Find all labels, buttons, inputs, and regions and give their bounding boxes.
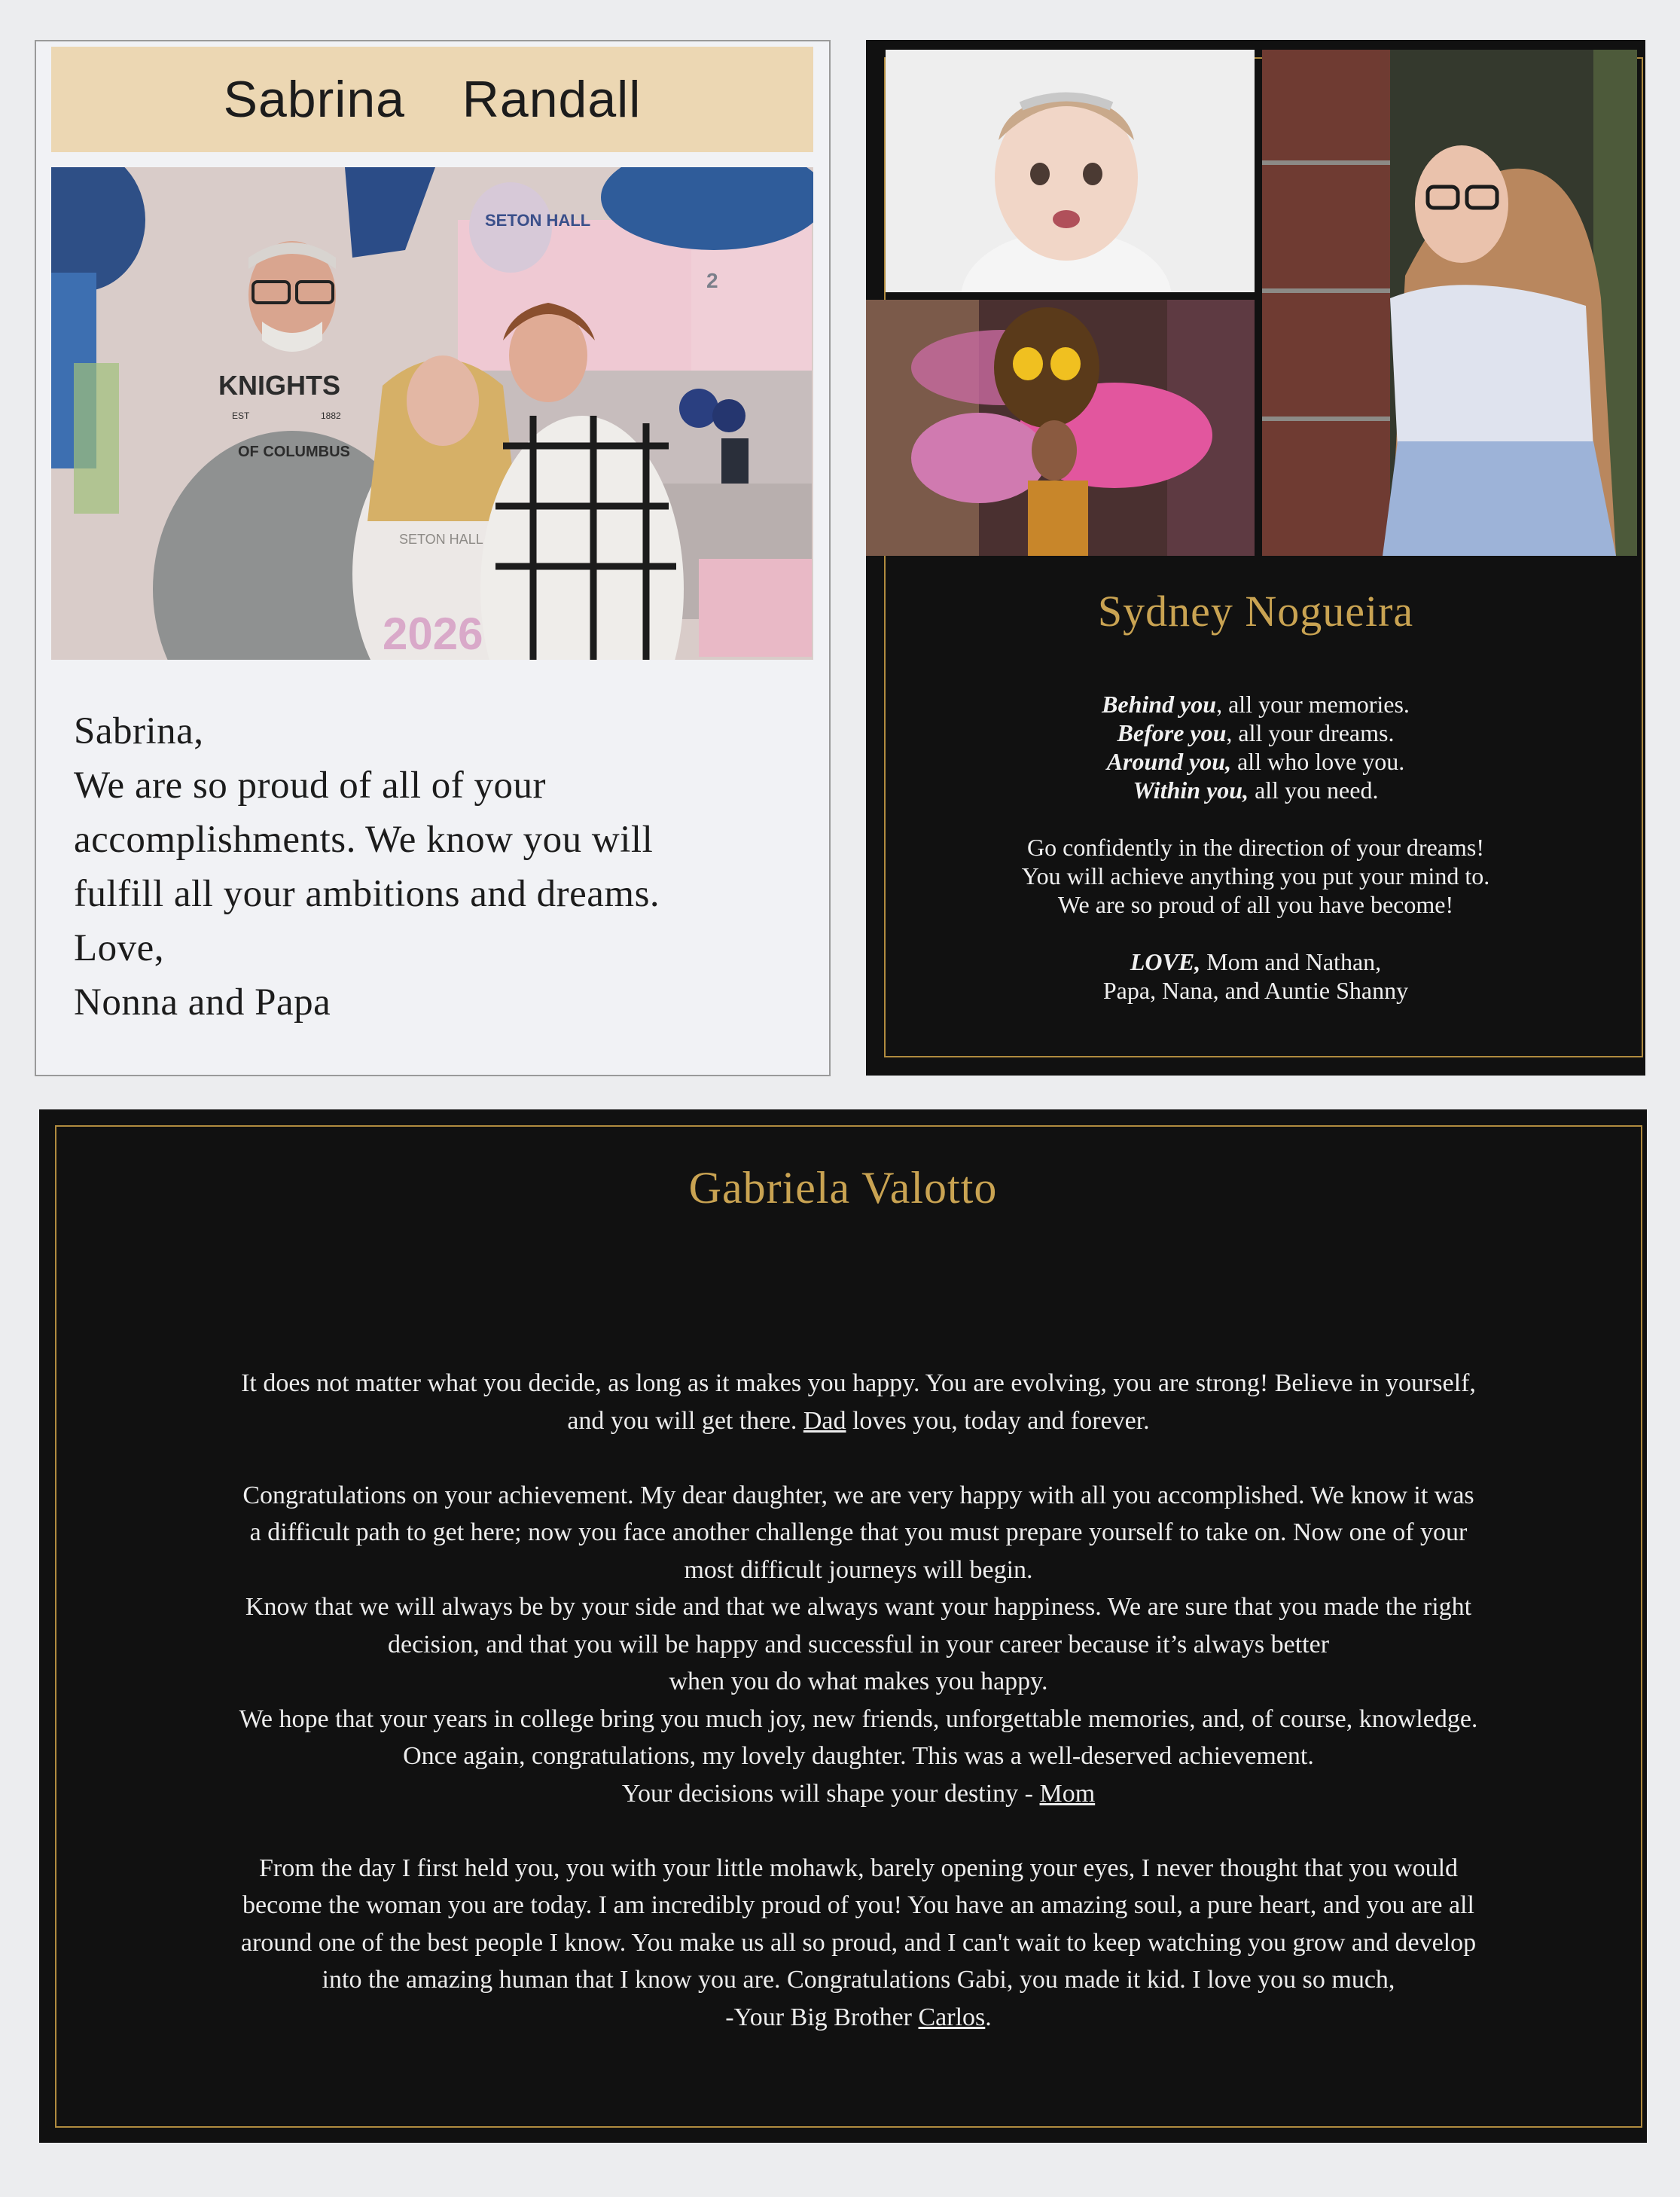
sabrina-message [74,704,819,1030]
sabrina-message-line: We are so proud of all of your [74,764,546,807]
gabriela-brother-line: into the amazing human that I know you are. Congratulations Gabi, you made it kid. I love you so much, [322,1966,1395,1994]
sydney-poem-line: Behind you, all your memories. [1102,691,1410,718]
sydney-portrait-photo [1262,50,1637,556]
gabriela-message [83,1365,1634,2036]
sabrina-message-line: Sabrina, [74,710,204,752]
photo-balloon-text: SETON HALL [485,211,591,230]
gabriela-name: Gabriela Valotto [688,1163,998,1213]
gabriela-mom-line: decision, and that you will be happy and successful in your career because it’s always better [387,1630,1330,1658]
gabriela-brother-line: From the day I first held you, you with your little mohawk, barely opening your eyes, I never thought that you would [258,1854,1459,1882]
sabrina-message-line: fulfill all your ambitions and dreams. [74,873,660,915]
gabriela-mom-line: a difficult path to get here; now you face another challenge that you must prepare yourself to take on. Now one of your [249,1518,1468,1546]
sydney-paragraph-line: Go confidently in the direction of your dreams! [1027,834,1484,861]
photo-cake-number: 2026 [383,609,483,659]
sydney-baby-photo [886,50,1255,292]
gabriela-mom-line: Congratulations on your achievement. My dear daughter, we are very happy with all you accomplished. We know it was [242,1481,1474,1509]
gabriela-mom-signoff: Your decisions will shape your destiny - Mom [621,1779,1096,1808]
sabrina-message-line: Love, [74,927,165,969]
gabriela-brother-line: around one of the best people I know. You make us all so proud, and I can't wait to keep watching you grow and develop [240,1928,1477,1957]
gabriela-mom-line: most difficult journeys will begin. [684,1555,1033,1584]
gabriela-mom-line: We hope that your years in college bring you much joy, new friends, unforgettable memories, and, of course, knowledge. [239,1704,1478,1733]
photo-number-text: 2 [706,269,718,292]
gabriela-brother-line: become the woman you are today. I am incredibly proud of you! You have an amazing soul, a pure heart, and you are all [242,1891,1474,1919]
sydney-paragraph-line: You will achieve anything you put your mind to. [1021,862,1490,889]
sydney-name: Sydney Nogueira [1097,587,1414,636]
photo-shirt-columbus: OF COLUMBUS [238,444,350,460]
photo-shirt-year: 1882 [321,410,341,421]
sydney-paragraph-line: We are so proud of all you have become! [1057,891,1454,918]
photo-shirt-girl: SETON HALL [399,532,483,547]
sydney-signature-line2: Papa, Nana, and Auntie Shanny [1102,977,1409,1004]
sydney-poem-line: Within you, all you need. [1133,777,1379,804]
gabriela-mom-line: Know that we will always be by your side and that we always want your happiness. We are sure that you made the right [245,1593,1472,1621]
sabrina-name-bar [51,47,813,152]
sabrina-name: Sabrina Randall [223,71,642,128]
sydney-costume-photo [866,300,1255,556]
sabrina-message-line: Nonna and Papa [74,981,331,1024]
photo-shirt-knights: KNIGHTS [218,370,340,401]
sydney-poem-line: Before you, all your dreams. [1117,719,1395,746]
gabriela-brother-signoff: -Your Big Brother Carlos. [725,2003,992,2031]
photo-shirt-est: EST [232,410,250,421]
gabriela-dad-line: It does not matter what you decide, as long as it makes you happy. You are evolving, you are strong! Believe in yourself, [241,1369,1476,1397]
sabrina-message-line: accomplishments. We know you will [74,819,654,861]
gabriela-mom-line: when you do what makes you happy. [669,1668,1048,1695]
sydney-message [896,690,1615,1005]
gabriela-dad-line: and you will get there. Dad loves you, today and forever. [567,1406,1150,1435]
sabrina-family-photo [51,167,813,660]
sydney-signature: LOVE, Mom and Nathan, [1130,948,1382,975]
gabriela-mom-line: Once again, congratulations, my lovely daughter. This was a well-deserved achievement. [403,1742,1314,1770]
sydney-poem-line: Around you, all who love you. [1106,748,1405,775]
